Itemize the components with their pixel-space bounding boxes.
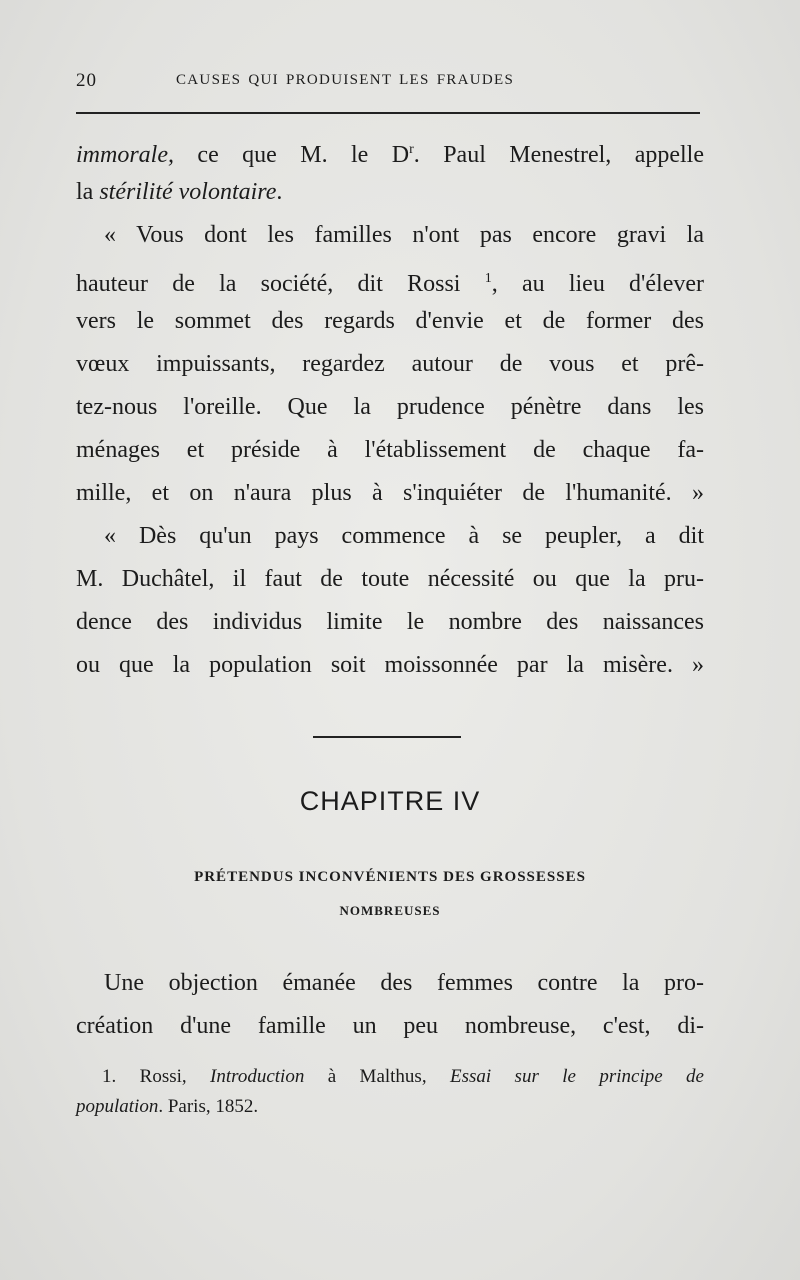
footnote-author: Rossi, [116, 1066, 211, 1087]
running-head [76, 66, 702, 98]
body-text [76, 128, 704, 687]
text-span: . Paul Menestrel, appelle [413, 142, 704, 168]
text-line: « Vous dont les familles n'ont pas encore gravi la [104, 222, 704, 248]
footnote-essay-title: population [76, 1096, 159, 1117]
text-line: création d'une famille un peu nombreuse, c'est, di- [76, 1013, 704, 1039]
footnote-essay-title: Essai sur le principe de [449, 1066, 704, 1087]
footnote-place-date: . Paris, 1852. [158, 1096, 259, 1117]
chapter-body-text [76, 962, 704, 1048]
text-span: à Malthus, [304, 1066, 450, 1087]
text-line [76, 171, 704, 214]
text-line: tez-nous l'oreille. Que la prudence pénètre dans les [76, 394, 704, 420]
text-line [76, 128, 704, 171]
page-number: 20 [76, 70, 97, 91]
text-line: vœux impuissants, regardez autour de vous et prê- [76, 351, 704, 377]
section-separator [313, 736, 461, 738]
text-line: dence des individus limite le nombre des naissances [76, 609, 704, 635]
text-line: mille, et on n'aura plus à s'inquiéter de l'humanité. » [76, 480, 704, 506]
text-span: ce que M. le D [174, 142, 410, 168]
italic-word: immorale, [76, 142, 174, 168]
text-line [76, 257, 704, 300]
header-rule [76, 112, 700, 114]
chapter-subtitle-line: NOMBREUSES [339, 903, 441, 918]
footnote-line [76, 1092, 704, 1122]
footnote-ref: 1 [484, 271, 492, 286]
footnote [76, 1062, 704, 1122]
footnote-number: 1. [102, 1066, 117, 1087]
text-span: la [76, 179, 100, 205]
text-line: Une objection émanée des femmes contre la pro- [104, 970, 704, 996]
text-line: ménages et préside à l'établissement de chaque fa- [76, 437, 704, 463]
text-span: hauteur de la société, dit Rossi [76, 271, 485, 297]
text-span: . [276, 179, 283, 205]
text-line: vers le sommet des regards d'envie et de former des [76, 308, 704, 334]
text-line: M. Duchâtel, il faut de toute nécessité ou que la pru- [76, 566, 704, 592]
chapter-subtitle [76, 860, 704, 928]
italic-phrase: stérilité volontaire [99, 179, 277, 205]
chapter-subtitle-line: PRÉTENDUS INCONVÉNIENTS DES GROSSESSES [194, 869, 586, 885]
text-line: ou que la population soit moissonnée par la misère. » [76, 652, 704, 678]
superscript: r [409, 142, 414, 157]
footnote-work-title: Introduction [210, 1066, 305, 1087]
footnote-line [76, 1062, 704, 1092]
running-title: CAUSES QUI PRODUISENT LES FRAUDES [176, 72, 515, 88]
text-line: « Dès qu'un pays commence à se peupler, a dit [104, 523, 704, 549]
text-span: , au lieu d'élever [491, 271, 704, 297]
chapter-title: CHAPITRE IV [299, 786, 481, 816]
